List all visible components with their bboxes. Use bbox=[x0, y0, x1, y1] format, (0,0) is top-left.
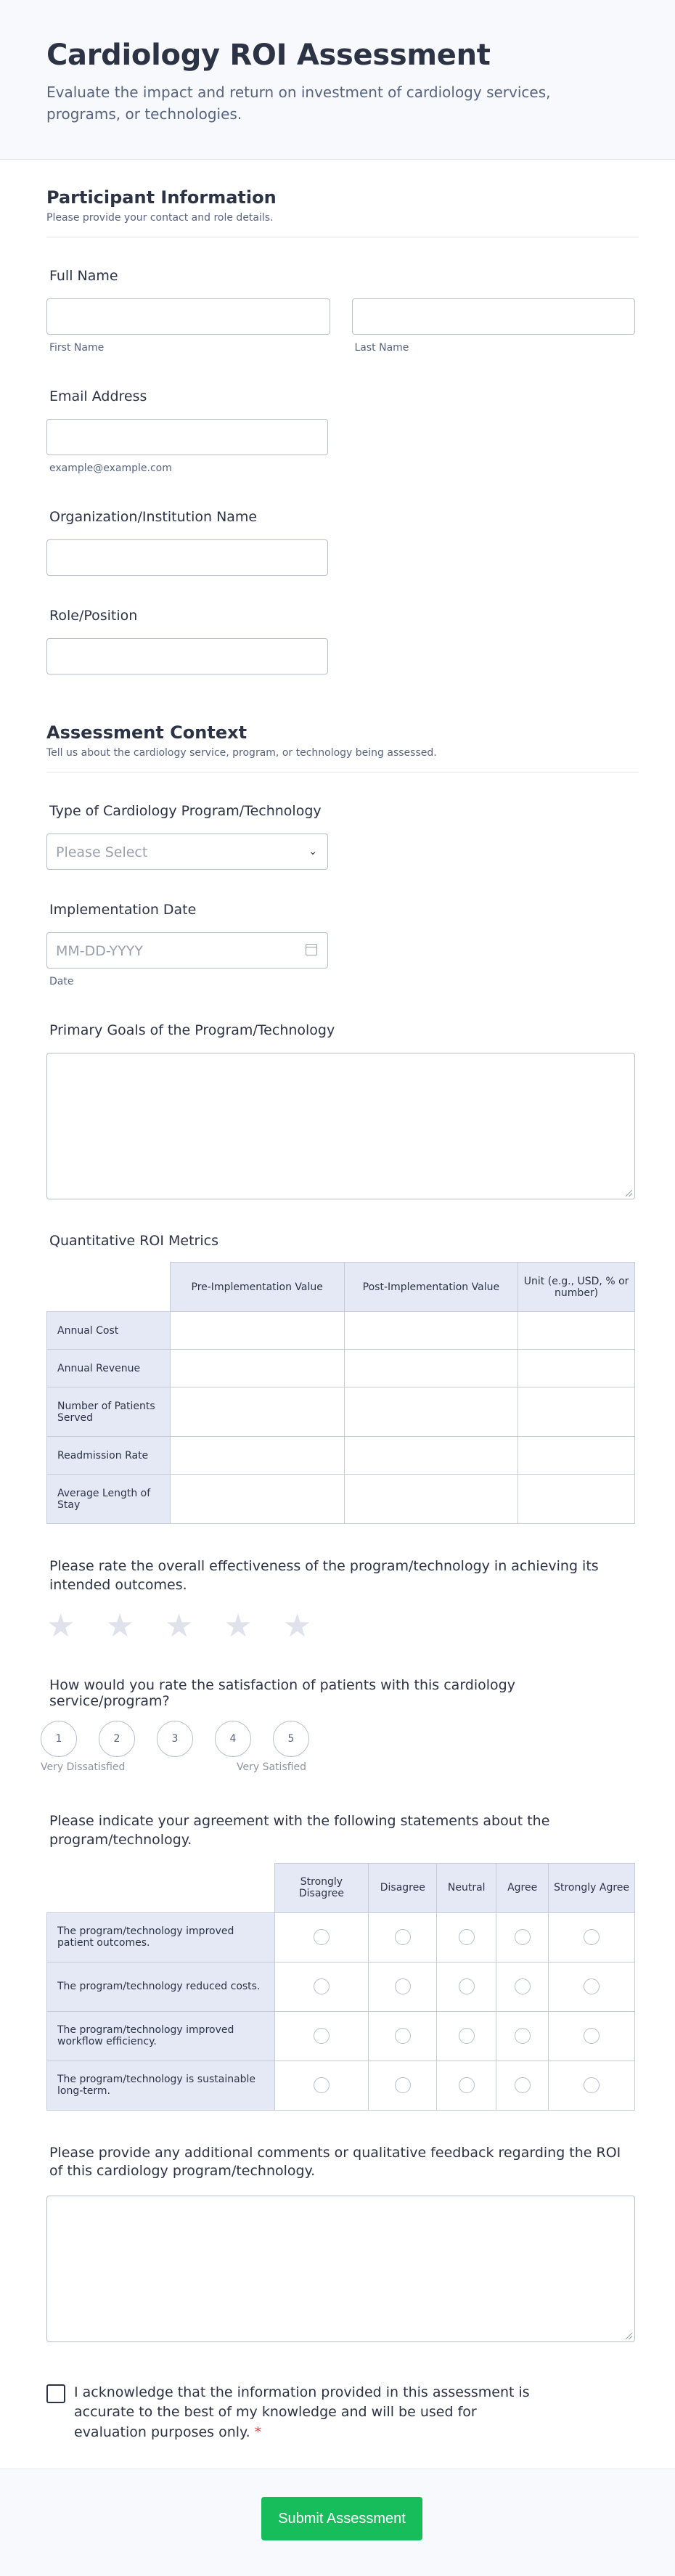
date-placeholder: MM-DD-YYYY bbox=[56, 943, 143, 959]
row-label: Annual Revenue bbox=[47, 1350, 171, 1387]
scale-high-label: Very Satisfied bbox=[237, 1761, 307, 1774]
column-header: Disagree bbox=[369, 1863, 437, 1912]
calendar-icon[interactable] bbox=[306, 944, 317, 955]
row-label: Average Length of Stay bbox=[47, 1475, 171, 1524]
metric-cell-input[interactable] bbox=[170, 1312, 344, 1350]
roi-metrics-label: Quantitative ROI Metrics bbox=[49, 1233, 218, 1249]
table-row bbox=[47, 2061, 635, 2110]
implementation-date-field bbox=[46, 902, 635, 987]
scale-option[interactable]: 3 bbox=[157, 1721, 193, 1757]
metric-cell-input[interactable] bbox=[344, 1387, 518, 1437]
chevron-down-icon: ⌄ bbox=[308, 846, 317, 857]
organization-input[interactable] bbox=[46, 539, 328, 576]
row-label: Annual Cost bbox=[47, 1312, 171, 1350]
column-header: Neutral bbox=[437, 1863, 496, 1912]
table-row bbox=[47, 1437, 635, 1475]
organization-label: Organization/Institution Name bbox=[49, 509, 258, 525]
metric-cell-input[interactable] bbox=[170, 1350, 344, 1387]
column-header: Post-Implementation Value bbox=[344, 1263, 518, 1312]
section-title: Assessment Context bbox=[46, 722, 248, 743]
table-row bbox=[47, 1312, 635, 1350]
star-icon[interactable]: ★ bbox=[282, 1607, 312, 1645]
row-label: Readmission Rate bbox=[47, 1437, 171, 1475]
star-icon[interactable]: ★ bbox=[164, 1607, 194, 1645]
first-name-input[interactable] bbox=[46, 298, 330, 335]
effectiveness-rating-label: Please rate the overall effectiveness of the program/technology in achieving its intended outcomes. bbox=[49, 1558, 599, 1593]
primary-goals-label: Primary Goals of the Program/Technology bbox=[49, 1022, 335, 1038]
radio-button[interactable] bbox=[584, 2077, 600, 2093]
column-header: Agree bbox=[496, 1863, 549, 1912]
full-name-field bbox=[46, 268, 635, 354]
radio-button[interactable] bbox=[314, 2028, 330, 2044]
metric-cell-input[interactable] bbox=[344, 1312, 518, 1350]
row-label: The program/technology improved workflow efficiency. bbox=[47, 2011, 275, 2061]
radio-button[interactable] bbox=[459, 1929, 475, 1945]
last-name-sublabel: Last Name bbox=[354, 342, 409, 354]
program-type-field bbox=[46, 803, 635, 870]
radio-button[interactable] bbox=[515, 2077, 531, 2093]
satisfaction-field bbox=[41, 1677, 635, 1776]
star-rating bbox=[46, 1607, 635, 1645]
agreement-field bbox=[46, 1812, 635, 2110]
scale-option[interactable]: 4 bbox=[215, 1721, 251, 1757]
program-type-select[interactable] bbox=[46, 833, 328, 870]
section-title: Participant Information bbox=[46, 187, 277, 208]
radio-button[interactable] bbox=[395, 2077, 411, 2093]
email-sublabel: example@example.com bbox=[49, 462, 172, 474]
metric-cell-input[interactable] bbox=[170, 1475, 344, 1524]
star-icon[interactable]: ★ bbox=[105, 1607, 134, 1645]
metric-cell-input[interactable] bbox=[518, 1350, 635, 1387]
submit-button[interactable]: Submit Assessment bbox=[261, 2497, 422, 2540]
radio-button[interactable] bbox=[314, 2077, 330, 2093]
scale-option[interactable]: 5 bbox=[273, 1721, 309, 1757]
row-label: The program/technology is sustainable long-term. bbox=[47, 2061, 275, 2110]
scale-option[interactable]: 2 bbox=[99, 1721, 135, 1757]
acknowledge-field bbox=[46, 2383, 635, 2443]
column-header: Pre-Implementation Value bbox=[170, 1263, 344, 1312]
role-input[interactable] bbox=[46, 638, 328, 674]
radio-button[interactable] bbox=[459, 2028, 475, 2044]
star-icon[interactable]: ★ bbox=[224, 1607, 253, 1645]
section-context bbox=[46, 674, 639, 773]
email-field bbox=[46, 388, 635, 474]
primary-goals-textarea[interactable] bbox=[46, 1053, 635, 1199]
page-title: Cardiology ROI Assessment bbox=[46, 38, 491, 72]
table-row bbox=[47, 1962, 635, 2011]
table-row bbox=[47, 2011, 635, 2061]
full-name-label: Full Name bbox=[49, 268, 118, 284]
radio-button[interactable] bbox=[459, 2077, 475, 2093]
radio-button[interactable] bbox=[515, 1978, 531, 1994]
satisfaction-scale bbox=[41, 1721, 635, 1757]
effectiveness-rating-field bbox=[46, 1557, 635, 1645]
satisfaction-label: How would you rate the satisfaction of patients with this cardiology service/program? bbox=[49, 1677, 515, 1710]
radio-button[interactable] bbox=[395, 1929, 411, 1945]
radio-button[interactable] bbox=[314, 1929, 330, 1945]
row-label: The program/technology improved patient outcomes. bbox=[47, 1912, 275, 1962]
role-field bbox=[46, 608, 635, 674]
metric-cell-input[interactable] bbox=[170, 1437, 344, 1475]
roi-metrics-table bbox=[46, 1262, 635, 1524]
implementation-date-label: Implementation Date bbox=[49, 902, 197, 918]
metric-cell-input[interactable] bbox=[518, 1475, 635, 1524]
select-placeholder: Please Select bbox=[56, 844, 148, 860]
resize-handle-icon[interactable] bbox=[626, 1190, 632, 1197]
comments-textarea[interactable] bbox=[46, 2196, 635, 2342]
table-row bbox=[47, 1912, 635, 1962]
required-marker: * bbox=[254, 2424, 262, 2440]
metric-cell-input[interactable] bbox=[518, 1437, 635, 1475]
row-label: Number of Patients Served bbox=[47, 1387, 171, 1437]
metric-cell-input[interactable] bbox=[518, 1312, 635, 1350]
radio-button[interactable] bbox=[314, 1978, 330, 1994]
table-corner bbox=[47, 1263, 171, 1312]
metric-cell-input[interactable] bbox=[344, 1437, 518, 1475]
star-icon[interactable]: ★ bbox=[46, 1607, 75, 1645]
email-label: Email Address bbox=[49, 388, 147, 404]
implementation-date-input[interactable] bbox=[46, 932, 328, 969]
radio-button[interactable] bbox=[395, 1978, 411, 1994]
date-sublabel: Date bbox=[49, 976, 74, 987]
email-input[interactable] bbox=[46, 419, 328, 455]
form-footer bbox=[0, 2469, 675, 2576]
column-header: Strongly Agree bbox=[549, 1863, 635, 1912]
table-row bbox=[47, 1387, 635, 1437]
metric-cell-input[interactable] bbox=[344, 1350, 518, 1387]
radio-button[interactable] bbox=[515, 1929, 531, 1945]
section-description: Please provide your contact and role details. bbox=[46, 212, 274, 224]
metric-cell-input[interactable] bbox=[518, 1387, 635, 1437]
table-row bbox=[47, 1350, 635, 1387]
radio-button[interactable] bbox=[395, 2028, 411, 2044]
scale-low-label: Very Dissatisfied bbox=[41, 1761, 126, 1774]
metric-cell-input[interactable] bbox=[170, 1387, 344, 1437]
role-label: Role/Position bbox=[49, 608, 138, 624]
form-header bbox=[0, 0, 675, 160]
radio-button[interactable] bbox=[584, 1978, 600, 1994]
metric-cell-input[interactable] bbox=[344, 1475, 518, 1524]
resize-handle-icon[interactable] bbox=[626, 2333, 632, 2339]
column-header: Strongly Disagree bbox=[274, 1863, 369, 1912]
column-header: Unit (e.g., USD, % or number) bbox=[518, 1263, 635, 1312]
radio-button[interactable] bbox=[459, 1978, 475, 1994]
first-name-sublabel: First Name bbox=[49, 342, 105, 354]
last-name-input[interactable] bbox=[352, 298, 636, 335]
acknowledge-checkbox[interactable] bbox=[46, 2384, 65, 2403]
page-subtitle: Evaluate the impact and return on investment of cardiology services, programs, or technologies. bbox=[46, 83, 551, 123]
agreement-label: Please indicate your agreement with the following statements about the program/technology. bbox=[49, 1813, 550, 1848]
comments-label: Please provide any additional comments or qualitative feedback regarding the ROI of this cardiology program/technology. bbox=[49, 2144, 621, 2180]
acknowledge-text: I acknowledge that the information provided in this assessment is accurate to the best of my knowledge and will be used for evaluation purposes only. bbox=[74, 2384, 530, 2440]
program-type-label: Type of Cardiology Program/Technology bbox=[49, 803, 322, 819]
radio-button[interactable] bbox=[515, 2028, 531, 2044]
table-row bbox=[47, 1475, 635, 1524]
radio-button[interactable] bbox=[584, 1929, 600, 1945]
primary-goals-field bbox=[46, 1022, 635, 1199]
organization-field bbox=[46, 509, 635, 576]
scale-option[interactable]: 1 bbox=[41, 1721, 77, 1757]
table-corner bbox=[47, 1863, 275, 1912]
agreement-matrix bbox=[46, 1863, 635, 2111]
section-participant bbox=[46, 160, 639, 237]
row-label: The program/technology reduced costs. bbox=[47, 1962, 275, 2011]
radio-button[interactable] bbox=[584, 2028, 600, 2044]
section-description: Tell us about the cardiology service, program, or technology being assessed. bbox=[46, 747, 437, 759]
comments-field bbox=[46, 2144, 635, 2342]
roi-metrics-field bbox=[46, 1233, 635, 1524]
